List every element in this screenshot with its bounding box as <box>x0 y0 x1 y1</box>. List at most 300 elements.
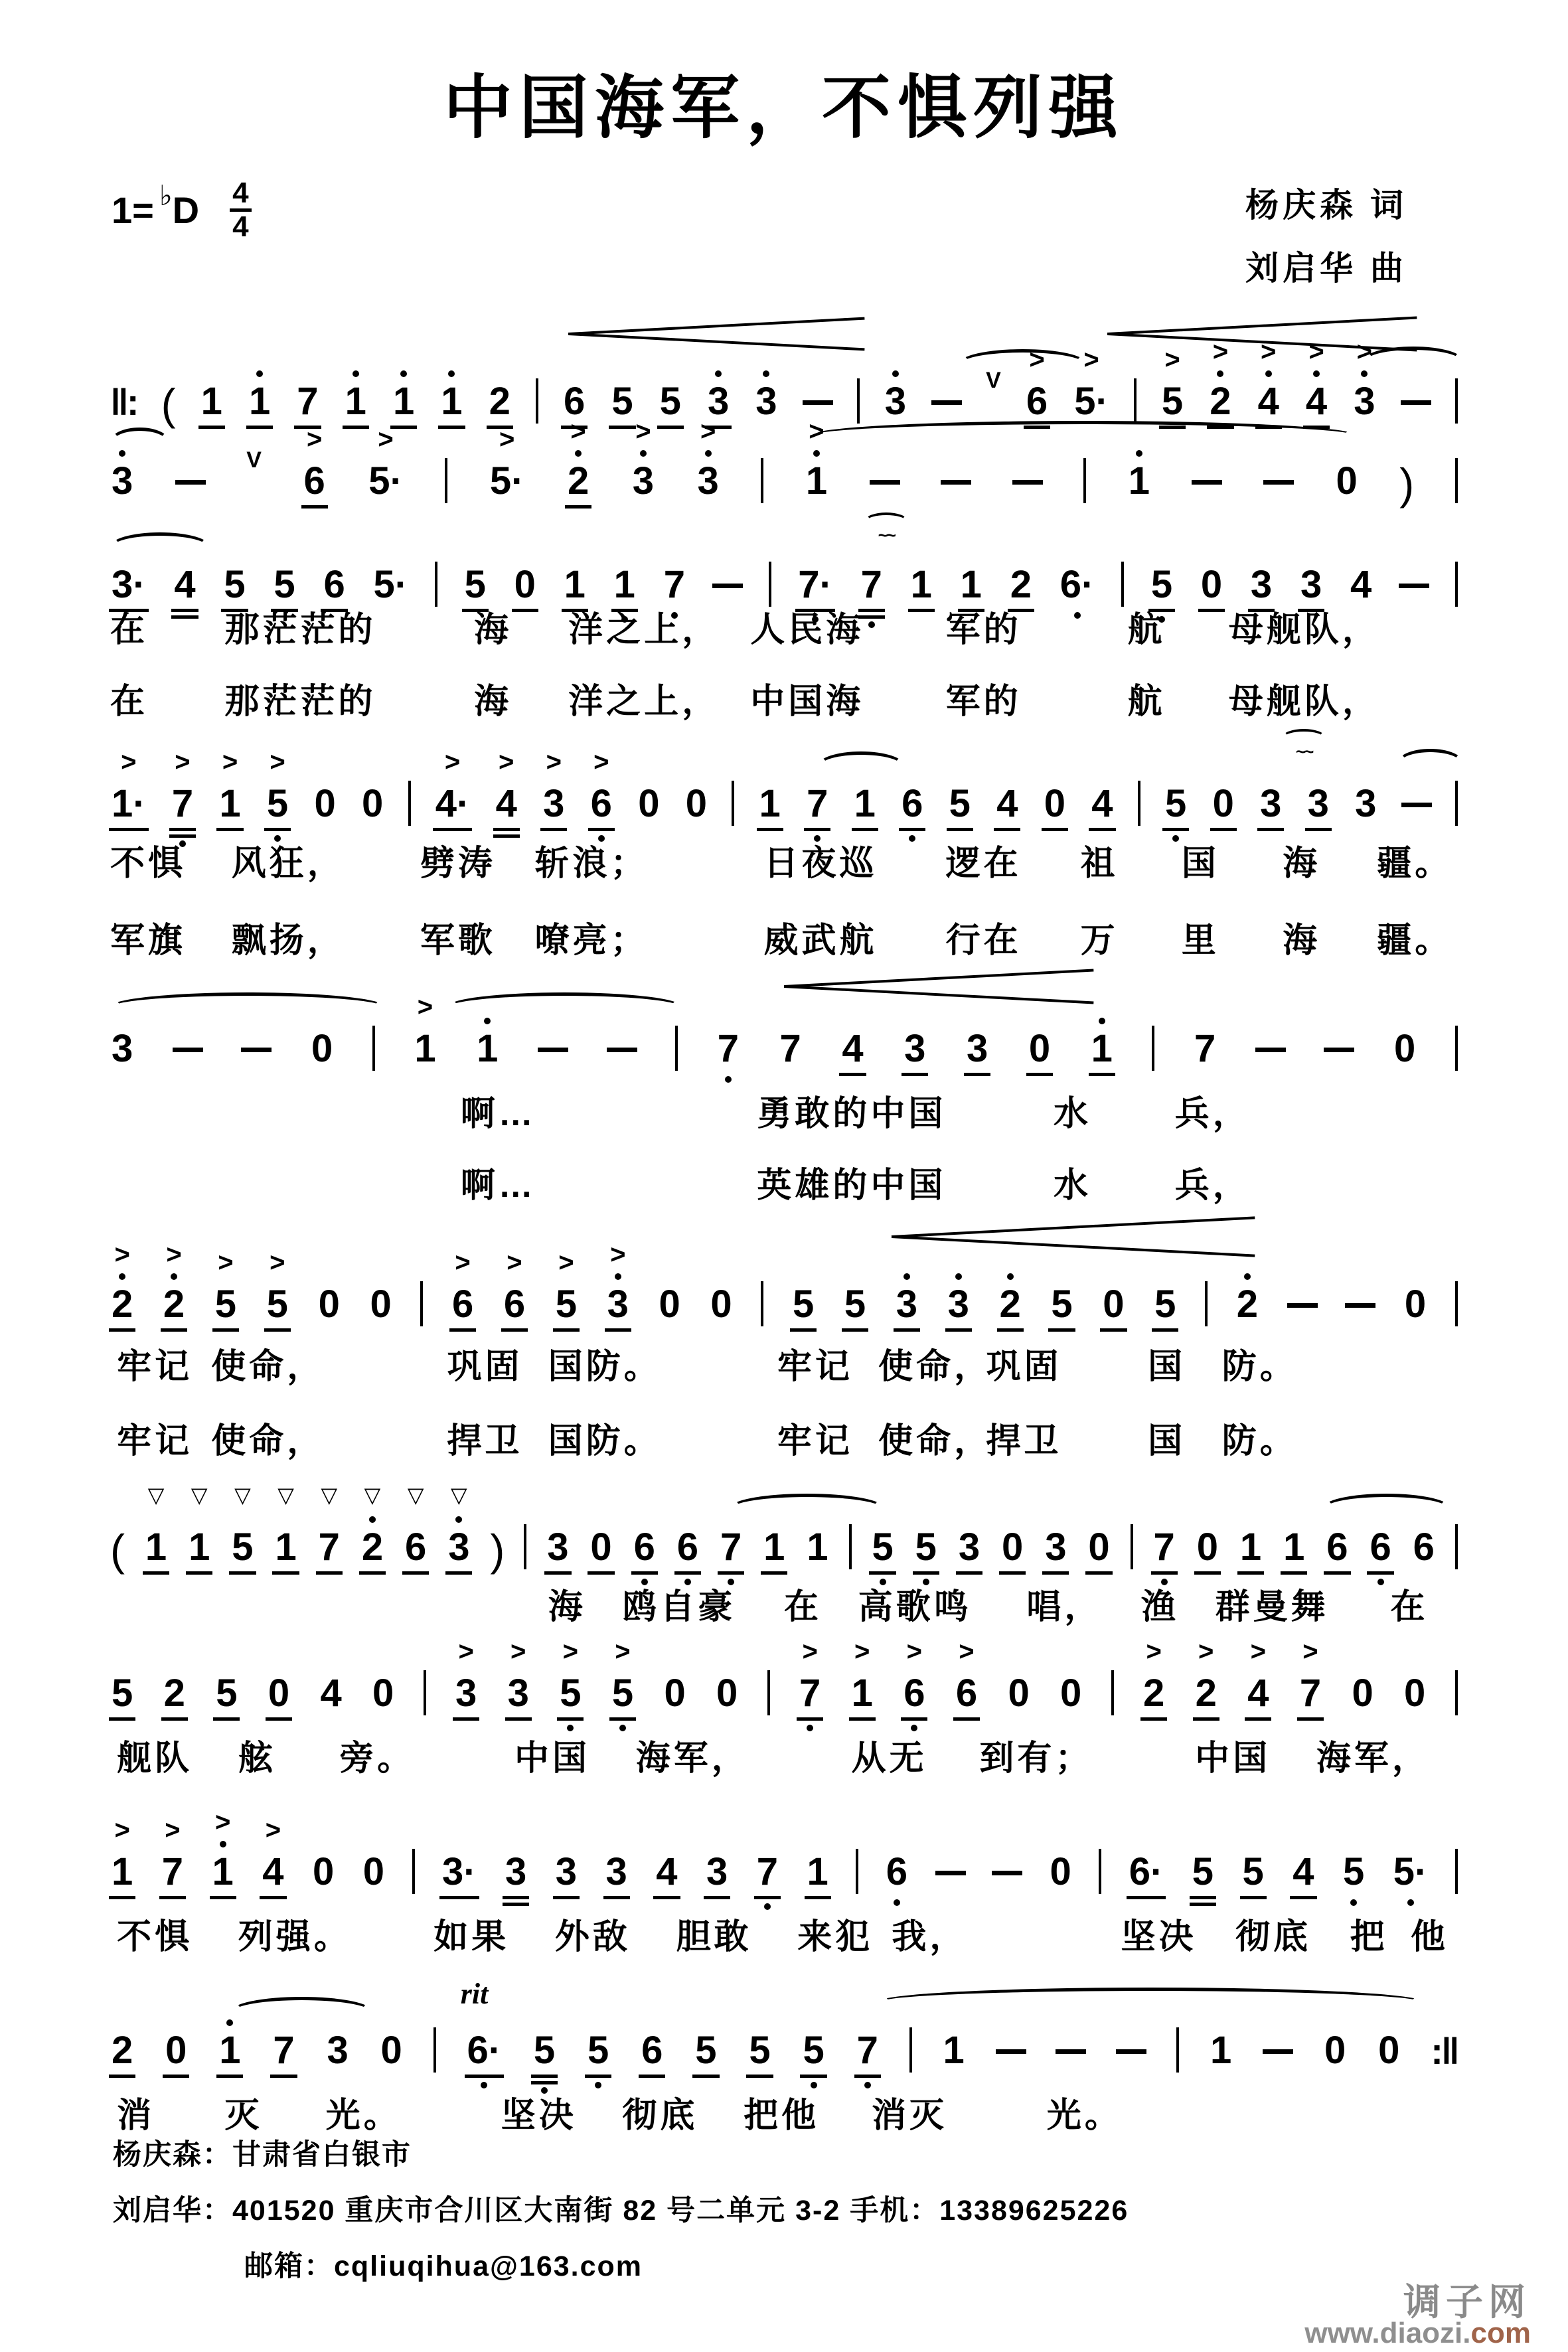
jianpu-note <box>303 425 327 503</box>
lyric-segment: 牢记 <box>777 1348 853 1386</box>
jianpu-note <box>441 1850 478 1893</box>
dash-note <box>1263 2049 1293 2054</box>
jianpu-note <box>447 1483 471 1569</box>
octave-dot-above <box>813 450 820 457</box>
note-digit: 6 <box>633 1526 655 1569</box>
octave-dot-above <box>171 1273 177 1280</box>
slur-arc <box>232 1997 372 2025</box>
underline <box>588 1571 614 1575</box>
accent-icon: > <box>1212 337 1229 366</box>
underline <box>553 1896 580 1899</box>
jianpu-note <box>1212 782 1235 825</box>
note-digit: 1 <box>613 563 635 606</box>
marcato-icon: ▽ <box>234 1483 251 1507</box>
lyric-segment: 不惧 <box>117 1918 193 1956</box>
jianpu-note <box>110 1240 134 1326</box>
note-digit: 0 <box>1088 1526 1110 1569</box>
jianpu-note <box>586 2031 610 2070</box>
note-digit: 3 <box>112 1027 133 1070</box>
jianpu-note <box>1235 1285 1259 1324</box>
breath-mark-icon: V <box>246 447 262 473</box>
note-digit: 4 <box>842 1027 864 1070</box>
note-digit: 0 <box>1028 1027 1051 1070</box>
note-digit: 5 <box>274 563 295 606</box>
note-digit: 2 <box>999 1283 1021 1326</box>
underline <box>901 1717 927 1721</box>
jianpu-note <box>542 747 566 825</box>
lyric-segment: 海 <box>548 1588 586 1626</box>
notation-line <box>110 2029 1458 2070</box>
underline <box>1210 828 1237 831</box>
note-digit: 5 <box>464 563 486 606</box>
jianpu-note <box>317 1285 341 1324</box>
note-digit: 0 <box>1050 1850 1071 1893</box>
accent-icon: > <box>444 747 461 777</box>
octave-dot-above <box>1361 370 1368 377</box>
note-digit: 5· <box>368 459 403 503</box>
lyric-segment: 勇敢的中国 <box>757 1095 947 1133</box>
key-letter: D <box>172 189 200 232</box>
note-digit: 1 <box>219 2029 241 2072</box>
lyric-segment: 军的 <box>945 682 1022 721</box>
jianpu-note <box>1325 1528 1349 1567</box>
accent-icon: > <box>265 1816 281 1845</box>
jianpu-note <box>1150 563 1174 606</box>
jianpu-note <box>805 417 828 503</box>
jianpu-note <box>319 1674 343 1713</box>
octave-dot-above <box>1217 370 1223 377</box>
underline <box>169 828 196 831</box>
barline <box>1455 1281 1458 1326</box>
lyric-segment: 那茫茫的 <box>224 611 376 649</box>
note-digit: 4 <box>174 563 196 606</box>
lyric-segment: 把他 <box>744 2096 820 2135</box>
dash-note <box>607 1048 637 1052</box>
jianpu-note <box>1209 2031 1233 2070</box>
jianpu-note <box>1153 1285 1177 1324</box>
lyric-line <box>110 673 1458 721</box>
jianpu-note <box>1259 782 1283 825</box>
jianpu-note <box>566 417 590 503</box>
underline <box>839 1073 866 1076</box>
lyric-segment: 胆敢 <box>676 1918 752 1956</box>
note-digit: 1 <box>943 2029 965 2072</box>
underline <box>264 828 291 831</box>
slur-arc <box>110 992 385 1021</box>
lyric-segment: 行在 <box>945 921 1022 960</box>
note-digit: 5 <box>1161 380 1184 423</box>
jianpu-note <box>1291 1850 1315 1893</box>
jianpu-note <box>368 1285 392 1324</box>
note-digit: 0 <box>1060 1672 1082 1715</box>
jianpu-note <box>1200 563 1223 606</box>
notation-line <box>110 1808 1458 1893</box>
note-digit: 0 <box>1336 459 1358 503</box>
lyric-segment: 在 <box>784 1588 823 1626</box>
notation-line <box>110 992 1458 1070</box>
note-digit: 3 <box>884 380 907 423</box>
lyric-segment: 牢记 <box>777 1422 853 1460</box>
note-digit: 0 <box>1002 1526 1024 1569</box>
octave-dot-above <box>1136 450 1142 457</box>
note-digit: 3· <box>112 563 146 606</box>
jianpu-note <box>164 2031 188 2070</box>
note-digit: 4· <box>435 782 470 825</box>
accent-icon: > <box>1198 1637 1214 1666</box>
barline <box>1455 781 1458 826</box>
jianpu-note <box>322 563 346 606</box>
accent-icon: > <box>1302 1637 1318 1666</box>
underline <box>1194 1571 1221 1575</box>
note-digit: 5 <box>611 380 633 423</box>
octave-dot-above <box>448 370 455 377</box>
jianpu-note <box>850 1637 874 1715</box>
note-digit: 6 <box>503 1283 526 1326</box>
watermark-url-tld: com <box>1470 2317 1531 2349</box>
lyric-segment: 航 <box>1127 611 1166 649</box>
jianpu-note <box>779 1027 803 1070</box>
note-digit: 1 <box>441 380 463 423</box>
underline <box>1281 1571 1307 1575</box>
dash-note <box>1012 480 1043 485</box>
jianpu-note <box>463 563 487 606</box>
note-digit: 0 <box>372 1672 394 1715</box>
note-digit: 6 <box>886 1850 908 1893</box>
jianpu-note <box>187 1483 211 1569</box>
octave-dot-above <box>1099 1018 1105 1024</box>
note-digit: 3 <box>505 1850 527 1893</box>
dash-note <box>1401 803 1432 807</box>
note-digit: 4 <box>1257 380 1279 423</box>
slur-arc <box>818 751 904 780</box>
dash-note <box>996 2049 1026 2054</box>
underline-2 <box>503 1903 529 1906</box>
jianpu-note <box>1059 1674 1083 1713</box>
dash-note <box>712 584 743 588</box>
note-digit: 1 <box>1239 1526 1262 1569</box>
underline <box>1257 828 1284 831</box>
music-system <box>110 1221 1458 1460</box>
trill-icon: ~~ <box>865 512 907 541</box>
dash-note <box>173 1048 203 1052</box>
dash-note <box>241 1048 272 1052</box>
note-digit: 0 <box>311 1027 333 1070</box>
jianpu-note <box>1196 1528 1219 1567</box>
jianpu-note <box>110 2031 134 2070</box>
underline-2 <box>531 2081 558 2084</box>
jianpu-note <box>362 1850 386 1893</box>
underline <box>869 1571 896 1575</box>
jianpu-note <box>843 1285 867 1324</box>
jianpu-note <box>947 1285 971 1324</box>
note-digit: 5 <box>659 380 681 423</box>
dash-note <box>1399 584 1429 588</box>
jianpu-note <box>1193 1027 1217 1070</box>
note-digit: 7 <box>856 2029 878 2072</box>
accent-icon: > <box>378 425 394 454</box>
trill-icon: ~~ <box>1283 729 1325 757</box>
note-digit: 5· <box>1074 380 1109 423</box>
underline <box>790 1328 817 1332</box>
underline <box>505 1717 532 1721</box>
dash-note <box>1345 1303 1375 1308</box>
underline <box>439 1896 479 1899</box>
octave-dot-above <box>455 1516 462 1523</box>
lyric-segment: 捍卫 <box>447 1422 523 1460</box>
jianpu-note <box>513 563 537 606</box>
composer-address: 刘启华：401520 重庆市合川区大南街 82 号二单元 3-2 手机：13389625226 <box>113 2195 1129 2227</box>
underline <box>1297 1717 1324 1721</box>
jianpu-note <box>998 1285 1022 1324</box>
crescendo-hairpin-icon <box>568 321 865 344</box>
notation-line <box>110 563 1458 604</box>
lyric-segment: 在 <box>110 611 149 649</box>
jianpu-note <box>274 1483 297 1569</box>
lyric-segment: 海 <box>474 682 512 721</box>
jianpu-note <box>162 1240 186 1326</box>
key-equals: = <box>132 189 154 232</box>
note-digit: 3 <box>1354 380 1375 423</box>
underline <box>761 1571 787 1575</box>
note-digit: 6· <box>1059 563 1095 606</box>
note-digit: 5 <box>611 1672 634 1715</box>
jianpu-note <box>360 782 384 825</box>
lyric-segment: 母舰队， <box>1228 611 1380 649</box>
accent-icon: > <box>270 1248 285 1277</box>
note-digit: 0 <box>380 2029 402 2072</box>
marcato-icon: ▽ <box>407 1483 424 1507</box>
underline <box>1245 1717 1271 1721</box>
barline <box>424 1670 426 1715</box>
jianpu-note <box>1299 563 1323 606</box>
barline <box>1131 1524 1133 1569</box>
accent-icon: > <box>546 747 562 777</box>
underline <box>210 1896 236 1899</box>
lyric-segment: 疆。 <box>1377 921 1453 960</box>
octave-dot-above <box>484 1018 491 1024</box>
accent-icon: > <box>906 1637 923 1666</box>
slur-arc <box>1397 749 1463 777</box>
jianpu-note <box>1403 1674 1427 1713</box>
jianpu-note <box>755 1850 779 1893</box>
octave-dot-above <box>1007 1273 1014 1280</box>
note-digit: 5 <box>792 1283 815 1326</box>
jianpu-note <box>1306 782 1330 825</box>
lyric-line <box>110 912 1458 960</box>
lyric-segment: 洋之上， <box>568 611 720 649</box>
jianpu-note <box>310 1027 334 1070</box>
jianpu-note <box>211 1808 235 1893</box>
note-digit: 7 <box>297 380 319 423</box>
jianpu-note <box>466 2031 503 2070</box>
jianpu-note <box>558 1637 582 1715</box>
jianpu-note <box>563 563 587 606</box>
accent-icon: > <box>270 747 285 777</box>
lyric-segment: 万 <box>1080 921 1119 960</box>
accent-icon: > <box>1250 1637 1267 1666</box>
barline <box>769 562 771 607</box>
underline <box>216 2075 243 2078</box>
underline <box>1162 828 1189 831</box>
dash-note <box>1192 480 1222 485</box>
rit-text: rit <box>460 1978 489 2010</box>
underline <box>553 1328 580 1332</box>
note-digit: 3 <box>1045 1526 1067 1569</box>
octave-dot-above <box>903 1273 910 1280</box>
slur-arc <box>730 1494 884 1522</box>
underline <box>913 1571 939 1575</box>
music-system <box>110 721 1458 960</box>
jianpu-note <box>856 2031 880 2070</box>
note-digit: 0 <box>659 1283 680 1326</box>
jianpu-note <box>909 563 933 606</box>
note-digit: 4 <box>495 782 517 825</box>
jianpu-note <box>371 1674 395 1713</box>
jianpu-note <box>214 1248 238 1326</box>
lyric-line <box>110 1909 1458 1956</box>
underline <box>1190 1896 1216 1899</box>
accent-icon: > <box>165 1816 181 1845</box>
jianpu-note <box>367 425 404 503</box>
song-title: 中国海军，不惧列强 <box>443 70 1125 147</box>
lyric-segment: 把 <box>1350 1918 1388 1956</box>
lyric-segment: 祖 <box>1080 844 1119 883</box>
note-digit: 5 <box>1154 1283 1176 1326</box>
slur-arc <box>110 532 210 561</box>
lyric-segment: 不惧 <box>110 844 187 883</box>
underline <box>1151 1571 1178 1575</box>
jianpu-note <box>895 1285 919 1324</box>
jianpu-note <box>554 1248 578 1326</box>
note-digit: 0 <box>1378 2029 1400 2072</box>
note-digit: 2 <box>1195 1672 1217 1715</box>
jianpu-note <box>110 563 147 606</box>
note-digit: 4 <box>262 1850 284 1893</box>
octave-dot-above <box>640 450 647 457</box>
note-digit: 1 <box>1283 1526 1305 1569</box>
dash-note <box>1287 1303 1318 1308</box>
note-digit: 5 <box>844 1283 866 1326</box>
note-digit: 0 <box>710 1283 732 1326</box>
note-digit: 1· <box>112 782 146 825</box>
decorations <box>110 502 1458 562</box>
jianpu-note <box>311 1850 335 1893</box>
jianpu-note <box>798 1637 822 1715</box>
note-digit: 3 <box>455 1672 477 1715</box>
barline <box>761 458 763 503</box>
jianpu-note <box>267 1674 291 1713</box>
lyric-segment: 坚决 <box>501 2096 577 2135</box>
lyric-segment: 国 <box>1181 844 1219 883</box>
jianpu-note <box>900 782 924 825</box>
jianpu-note <box>801 2031 825 2070</box>
note-digit: 4 <box>1247 1672 1269 1715</box>
jianpu-note <box>507 1637 530 1715</box>
note-digit: 0 <box>1404 1672 1426 1715</box>
jianpu-note <box>173 563 196 606</box>
lyric-segment: 灭 <box>224 2096 263 2135</box>
note-digit: 2 <box>163 1672 185 1715</box>
note-digit: 0 <box>1196 1526 1218 1569</box>
lyric-segment: 他 <box>1410 1918 1449 1956</box>
lyric-segment: 群曼舞 <box>1215 1588 1329 1626</box>
jianpu-note <box>218 2031 242 2070</box>
barline <box>856 1849 858 1894</box>
note-digit: 1 <box>392 380 415 423</box>
jianpu-note <box>663 563 686 606</box>
note-digit: 0 <box>1212 782 1234 825</box>
jianpu-note <box>110 459 134 503</box>
underline <box>449 1328 476 1332</box>
slur-arc <box>959 345 1086 378</box>
note-digit: 0 <box>590 1526 612 1569</box>
underline <box>266 1717 292 1721</box>
lyric-segment: 使命， <box>211 1348 325 1386</box>
note-digit: 0 <box>1103 1283 1125 1326</box>
underline <box>1237 1571 1264 1575</box>
underline <box>605 1328 631 1332</box>
jianpu-note <box>955 1637 979 1715</box>
jianpu-note <box>1000 1528 1024 1567</box>
note-digit: 5 <box>1192 1850 1214 1893</box>
jianpu-note <box>694 2031 718 2070</box>
note-digit: 3 <box>1307 782 1329 825</box>
note-digit: 0 <box>1200 563 1223 606</box>
lyric-segment: 军歌 <box>420 921 496 960</box>
accent-icon: > <box>222 747 238 777</box>
credits <box>1245 174 1407 300</box>
note-digit: 5 <box>1165 782 1187 825</box>
note-digit: 7 <box>161 1850 184 1893</box>
accent-icon: > <box>959 1637 975 1666</box>
jianpu-note <box>214 1674 238 1713</box>
note-digit: 0 <box>370 1283 392 1326</box>
underline <box>1193 1717 1219 1721</box>
jianpu-note <box>758 782 782 825</box>
octave-dot-above <box>256 370 263 377</box>
meter-denominator: 4 <box>230 208 251 242</box>
lyric-segment: 水 <box>1054 1166 1092 1205</box>
underline <box>213 1717 240 1721</box>
note-digit: 7 <box>756 1850 779 1893</box>
jianpu-note <box>903 1027 927 1070</box>
note-digit: 0 <box>1394 1027 1416 1070</box>
accent-icon: > <box>114 1816 130 1845</box>
note-digit: 6 <box>1413 1526 1435 1569</box>
underline <box>718 1571 744 1575</box>
note-digit: 1 <box>248 380 271 423</box>
note-digit: 6 <box>405 1526 427 1569</box>
barline <box>420 1281 423 1326</box>
lyric-segment: 光。 <box>1046 2096 1123 2135</box>
notation-line <box>110 747 1458 825</box>
jianpu-note <box>806 1850 830 1893</box>
jianpu-note <box>1059 563 1096 606</box>
note-digit: 6 <box>641 2029 663 2072</box>
note-digit: 6 <box>323 563 345 606</box>
lyric-segment: 使命， <box>878 1422 992 1460</box>
lyric-segment: 母舰队， <box>1228 682 1380 721</box>
accent-icon: > <box>1356 337 1373 366</box>
decorations <box>110 1221 1458 1281</box>
note-digit: 2 <box>567 459 589 503</box>
note-digit: 1 <box>1128 459 1150 503</box>
note-digit: 1 <box>200 380 222 423</box>
decorations <box>110 721 1458 781</box>
lyric-segment: 兵， <box>1174 1166 1251 1205</box>
note-digit: 3 <box>543 782 565 825</box>
underline <box>692 2075 719 2078</box>
